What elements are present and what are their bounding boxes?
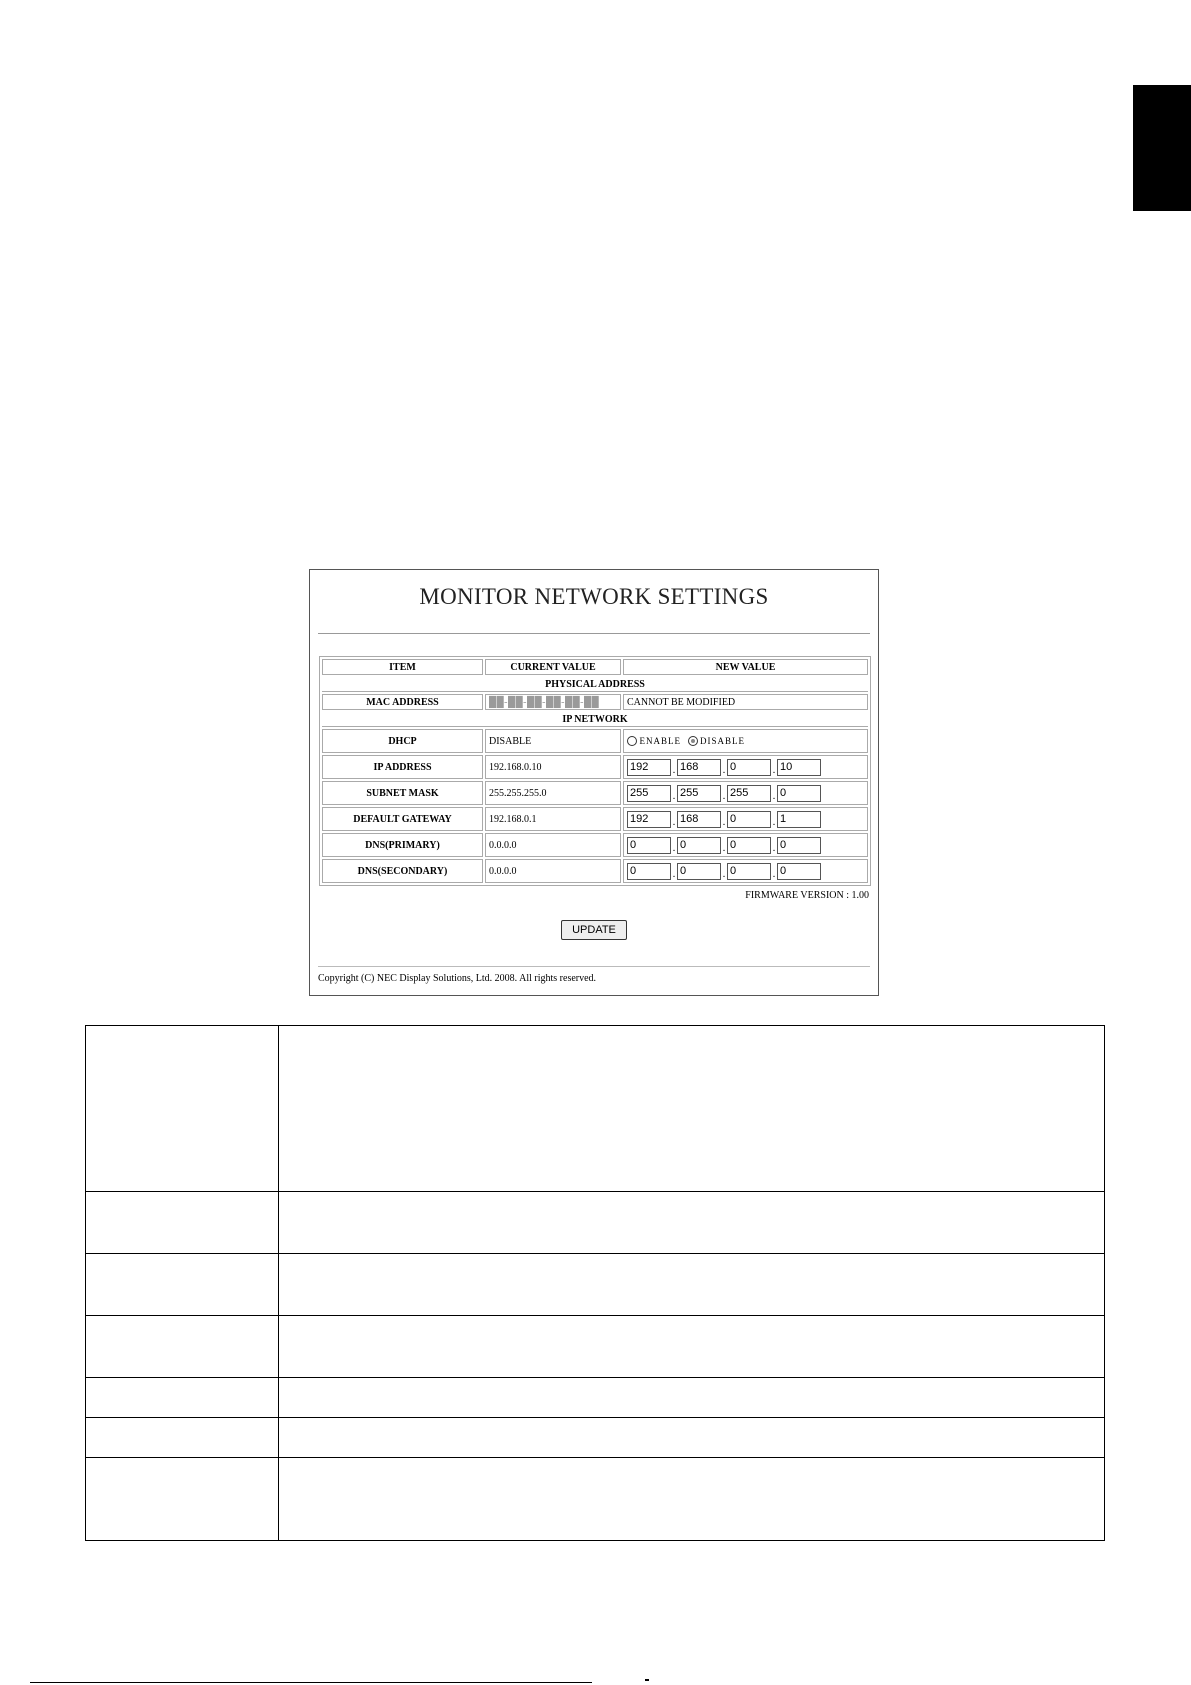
table-row (86, 1026, 1105, 1192)
section-row (322, 677, 868, 692)
dns-primary-octet-3[interactable]: 0 (727, 837, 771, 854)
dns-primary-octet-1[interactable]: 0 (627, 837, 671, 854)
column-header-current: CURRENT VALUE (485, 659, 621, 675)
octet-separator: . (772, 790, 776, 802)
footer-rule (30, 1682, 592, 1683)
subnet-mask-octet-4[interactable]: 0 (777, 785, 821, 802)
default-gateway-new-value (623, 807, 868, 831)
mac-new-value: CANNOT BE MODIFIED (623, 694, 868, 710)
ip-address-octet-2[interactable]: 168 (677, 759, 721, 776)
subnet-mask-current-value: 255.255.255.0 (485, 781, 621, 805)
side-tab-marker (1133, 85, 1191, 211)
dns-secondary-octet-2[interactable]: 0 (677, 863, 721, 880)
description-value-cell (279, 1026, 1105, 1192)
octet-separator: . (672, 764, 676, 776)
monitor-network-settings-screenshot (309, 569, 879, 996)
dhcp-disable-label: DISABLE (700, 736, 745, 747)
description-value-cell (279, 1378, 1105, 1418)
dns-secondary-current-value: 0.0.0.0 (485, 859, 621, 883)
table-row (322, 755, 868, 779)
table-row (86, 1254, 1105, 1316)
description-key-cell (86, 1316, 279, 1378)
dns-secondary-new-value (623, 859, 868, 883)
subnet-mask-octet-3[interactable]: 255 (727, 785, 771, 802)
network-settings-table (319, 656, 871, 886)
description-key-cell (86, 1378, 279, 1418)
octet-separator: . (772, 764, 776, 776)
firmware-version: FIRMWARE VERSION : 1.00 (745, 890, 869, 901)
table-row (86, 1378, 1105, 1418)
footer-mark (645, 1679, 649, 1681)
ip-address-octet-4[interactable]: 10 (777, 759, 821, 776)
description-key-cell (86, 1254, 279, 1316)
copyright-text: Copyright (C) NEC Display Solutions, Ltd. 2008. All rights reserved. (318, 973, 597, 984)
table-row (86, 1418, 1105, 1458)
octet-separator: . (772, 816, 776, 828)
octet-separator: . (722, 764, 726, 776)
octet-separator: . (722, 816, 726, 828)
default-gateway-octet-2[interactable]: 168 (677, 811, 721, 828)
octet-separator: . (772, 868, 776, 880)
description-value-cell (279, 1458, 1105, 1541)
octet-separator: . (672, 842, 676, 854)
description-value-cell (279, 1192, 1105, 1254)
table-row (322, 807, 868, 831)
column-header-item: ITEM (322, 659, 483, 675)
section-physical-address: PHYSICAL ADDRESS (322, 677, 868, 692)
subnet-mask-octet-1[interactable]: 255 (627, 785, 671, 802)
dhcp-enable-radio[interactable] (627, 736, 637, 746)
description-key-cell (86, 1192, 279, 1254)
table-row (322, 781, 868, 805)
ip-address-octet-3[interactable]: 0 (727, 759, 771, 776)
octet-separator: . (722, 790, 726, 802)
description-key-cell (86, 1026, 279, 1192)
subnet-mask-octet-2[interactable]: 255 (677, 785, 721, 802)
dns-primary-current-value: 0.0.0.0 (485, 833, 621, 857)
ip-address-new-value (623, 755, 868, 779)
table-row (86, 1458, 1105, 1541)
divider (318, 966, 870, 967)
mac-current-value: ██-██-██-██-██-██ (485, 694, 621, 710)
description-table (85, 1025, 1105, 1541)
table-row (322, 694, 868, 710)
subnet-mask-new-value (623, 781, 868, 805)
row-label-dns-secondary: DNS(SECONDARY) (322, 859, 483, 883)
default-gateway-octet-1[interactable]: 192 (627, 811, 671, 828)
row-label-dhcp: DHCP (322, 729, 483, 753)
update-button[interactable]: UPDATE (561, 920, 627, 940)
dns-secondary-octet-3[interactable]: 0 (727, 863, 771, 880)
description-value-cell (279, 1316, 1105, 1378)
dns-primary-new-value (623, 833, 868, 857)
table-row (86, 1316, 1105, 1378)
ip-address-current-value: 192.168.0.10 (485, 755, 621, 779)
page-title: MONITOR NETWORK SETTINGS (419, 584, 769, 609)
octet-separator: . (672, 790, 676, 802)
divider (318, 633, 870, 634)
octet-separator: . (722, 842, 726, 854)
table-row (86, 1192, 1105, 1254)
dns-primary-octet-4[interactable]: 0 (777, 837, 821, 854)
table-row (322, 859, 868, 883)
description-key-cell (86, 1458, 279, 1541)
row-label-ip-address: IP ADDRESS (322, 755, 483, 779)
table-row (322, 729, 868, 753)
default-gateway-octet-4[interactable]: 1 (777, 811, 821, 828)
default-gateway-octet-3[interactable]: 0 (727, 811, 771, 828)
description-key-cell (86, 1418, 279, 1458)
octet-separator: . (672, 868, 676, 880)
section-row (322, 712, 868, 727)
header-row (322, 659, 868, 675)
octet-separator: . (722, 868, 726, 880)
row-label-default-gateway: DEFAULT GATEWAY (322, 807, 483, 831)
octet-separator: . (672, 816, 676, 828)
dhcp-new-value (623, 729, 868, 753)
column-header-new: NEW VALUE (623, 659, 868, 675)
table-row (322, 833, 868, 857)
description-value-cell (279, 1418, 1105, 1458)
row-label-dns-primary: DNS(PRIMARY) (322, 833, 483, 857)
dhcp-disable-radio[interactable] (688, 736, 698, 746)
octet-separator: . (772, 842, 776, 854)
dhcp-current-value: DISABLE (485, 729, 621, 753)
description-value-cell (279, 1254, 1105, 1316)
default-gateway-current-value: 192.168.0.1 (485, 807, 621, 831)
ip-address-octet-1[interactable]: 192 (627, 759, 671, 776)
dns-primary-octet-2[interactable]: 0 (677, 837, 721, 854)
row-label-mac: MAC ADDRESS (322, 694, 483, 710)
dns-secondary-octet-1[interactable]: 0 (627, 863, 671, 880)
dns-secondary-octet-4[interactable]: 0 (777, 863, 821, 880)
row-label-subnet-mask: SUBNET MASK (322, 781, 483, 805)
section-ip-network: IP NETWORK (322, 712, 868, 727)
dhcp-enable-label: ENABLE (639, 736, 681, 747)
